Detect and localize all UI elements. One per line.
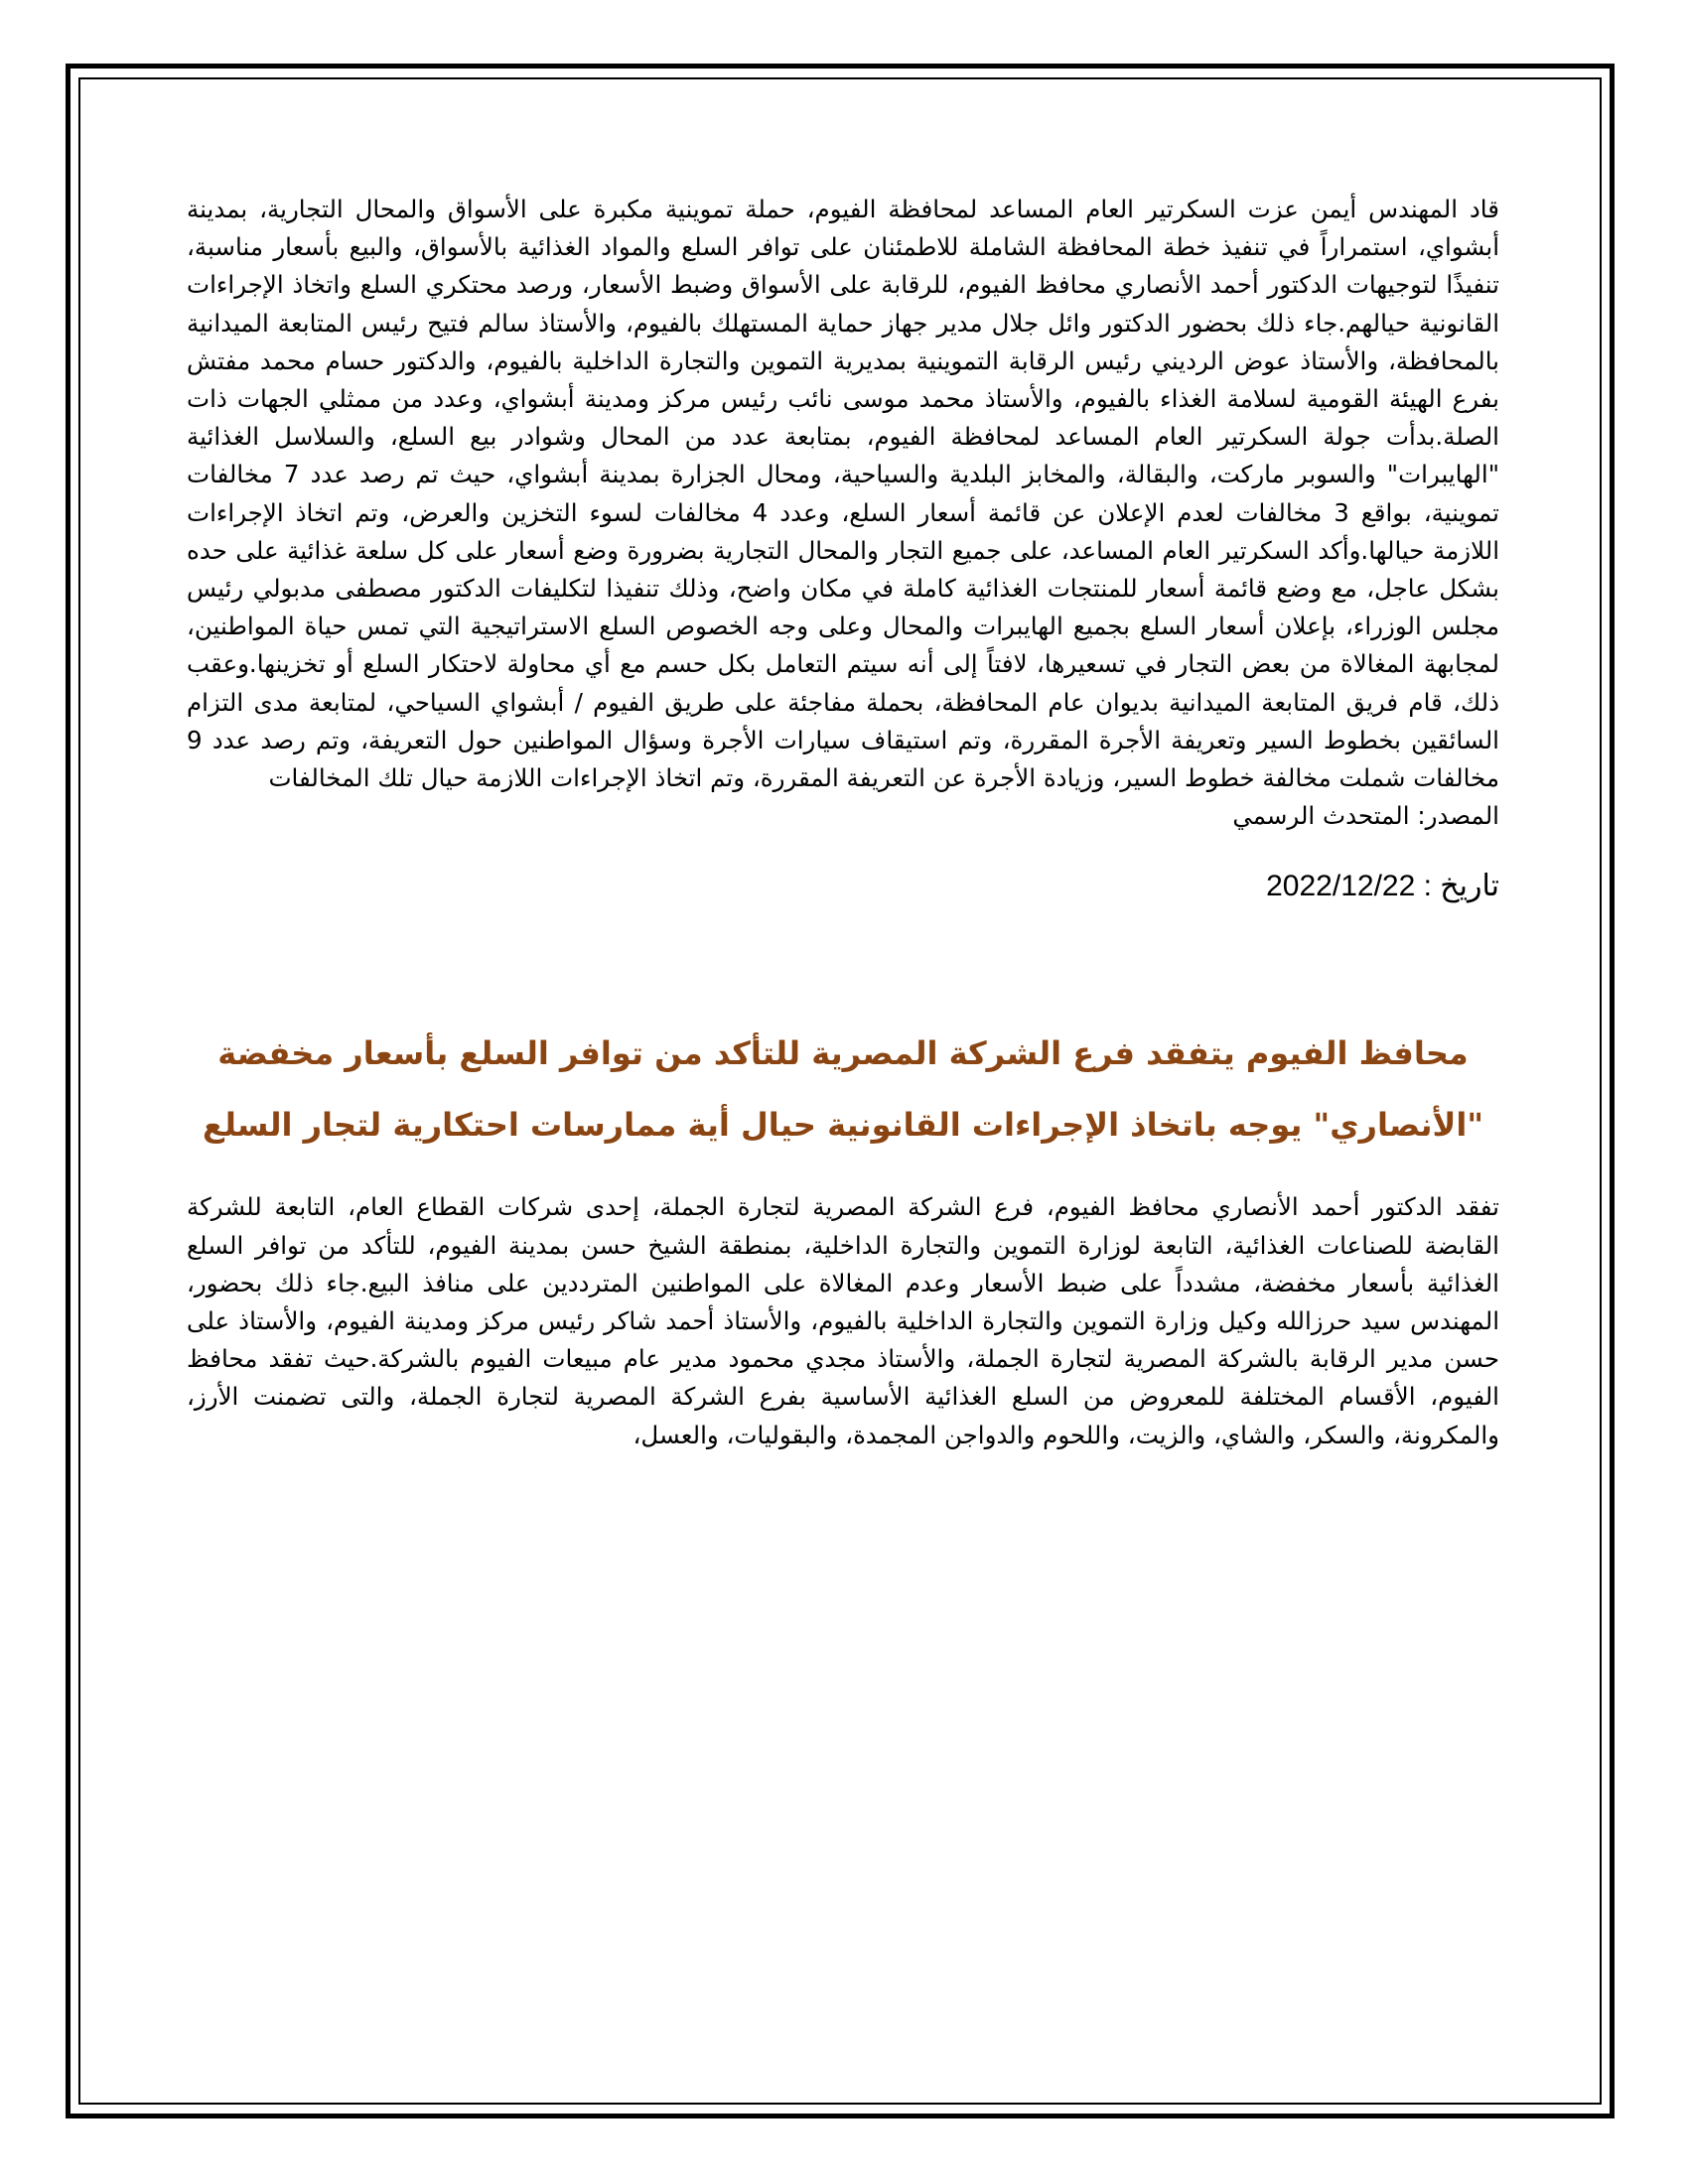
article-1-body: قاد المهندس أيمن عزت السكرتير العام المساعد لمحافظة الفيوم، حملة تموينية مكبرة على الأسواق والمحال التجارية، بمدينة أبشواي، استمراراً في تنفيذ خطة المحافظة الشاملة للاطمئنان على توافر السلع والمواد الغذائية بالأسواق، والبيع بأسعار مناسبة، تنفيذًا لتوجيهات الدكتور أحمد الأنصاري محافظ الفيوم، للرقابة على الأسواق وضبط الأسعار، ورصد محتكري السلع واتخاذ الإجراءات القانونية حيالهم.جاء ذلك بحضور الدكتور وائل جلال مدير جهاز حماية المستهلك بالفيوم، والأستاذ سالم فتيح رئيس المتابعة الميدانية بالمحافظة، والأستاذ عوض الرديني رئيس الرقابة التموينية بمديرية التموين والتجارة الداخلية بالفيوم، والدكتور حسام محمد مفتش بفرع الهيئة القومية لسلامة الغذاء بالفيوم، والأستاذ محمد موسى نائب رئيس مركز ومدينة أبشواي، وعدد من ممثلي الجهات ذات الصلة.بدأت جولة السكرتير العام المساعد لمحافظة الفيوم، بمتابعة عدد من المحال وشوادر بيع السلع، والسلاسل الغذائية "الهايبرات" والسوبر ماركت، والبقالة، والمخابز البلدية والسياحية، ومحال الجزارة بمدينة أبشواي، حيث تم رصد عدد 7 مخالفات تموينية، بواقع 3 مخالفات لعدم الإعلان عن قائمة أسعار السلع، وعدد 4 مخالفات لسوء التخزين والعرض، وتم اتخاذ الإجراءات اللازمة حيالها.وأكد السكرتير العام المساعد، على جميع التجار والمحال التجارية بضرورة وضع أسعار على كل سلعة غذائية على حده بشكل عاجل، مع وضع قائمة أسعار للمنتجات الغذائية كاملة في مكان واضح، وذلك تنفيذا لتكليفات الدكتور مصطفى مدبولي رئيس مجلس الوزراء، بإعلان أسعار السلع بجميع الهايبرات والمحال وعلى وجه الخصوص السلع الاستراتيجية التي تمس حياة المواطنين، لمجابهة المغالاة من بعض التجار في تسعيرها، لافتاً إلى أنه سيتم التعامل بكل حسم مع أي محاولة لاحتكار السلع أو تخزينها.وعقب ذلك، قام فريق المتابعة الميدانية بديوان عام المحافظة، بحملة مفاجئة على طريق الفيوم / أبشواي السياحي، لمتابعة مدى التزام السائقين بخطوط السير وتعريفة الأجرة المقررة، وتم استيقاف سيارات الأجرة وسؤال المواطنين حول التعريفة، وتم رصد عدد 9 مخالفات شملت مخالفة خطوط السير، وزيادة الأجرة عن التعريفة المقررة، وتم اتخاذ الإجراءات اللازمة حيال تلك المخالفات bbox=[187, 195, 1499, 793]
date-label: تاريخ : bbox=[1423, 870, 1499, 903]
document-content bbox=[187, 191, 1499, 1454]
article-2-body: تفقد الدكتور أحمد الأنصاري محافظ الفيوم، فرع الشركة المصرية لتجارة الجملة، إحدى شركات القطاع العام، التابعة للشركة القابضة للصناعات الغذائية، التابعة لوزارة التموين والتجارة الداخلية، بمنطقة الشيخ حسن بمدينة الفيوم، للتأكد من توافر السلع الغذائية بأسعار مخفضة، مشدداً على ضبط الأسعار وعدم المغالاة على المواطنين المترددين على منافذ البيع.جاء ذلك بحضور، المهندس سيد حرزالله وكيل وزارة التموين والتجارة الداخلية بالفيوم، والأستاذ أحمد شاكر رئيس مركز ومدينة الفيوم، والأستاذ على حسن مدير الرقابة بالشركة المصرية لتجارة الجملة، والأستاذ مجدي محمود مدير عام مبيعات الفيوم بالشركة.حيث تفقد محافظ الفيوم، الأقسام المختلفة للمعروض من السلع الغذائية الأساسية بفرع الشركة المصرية لتجارة الجملة، والتى تضمنت الأرز، والمكرونة، والسكر، والشاي، والزيت، واللحوم والدواجن المجمدة، والبقوليات، والعسل، bbox=[187, 1192, 1499, 1449]
article-2-subheadline: "الأنصاري" يوجه باتخاذ الإجراءات القانونية حيال أية ممارسات احتكارية لتجار السلع bbox=[202, 1106, 1483, 1145]
article-1-date bbox=[187, 867, 1499, 906]
article-1 bbox=[187, 191, 1499, 906]
article-2-headline: محافظ الفيوم يتفقد فرع الشركة المصرية للتأكد من توافر السلع بأسعار مخفضة bbox=[217, 1034, 1469, 1073]
article-2 bbox=[187, 1031, 1499, 1453]
date-value: 2022/12/22 bbox=[1266, 870, 1416, 903]
article-1-source: المصدر: المتحدث الرسمي bbox=[1232, 801, 1499, 831]
